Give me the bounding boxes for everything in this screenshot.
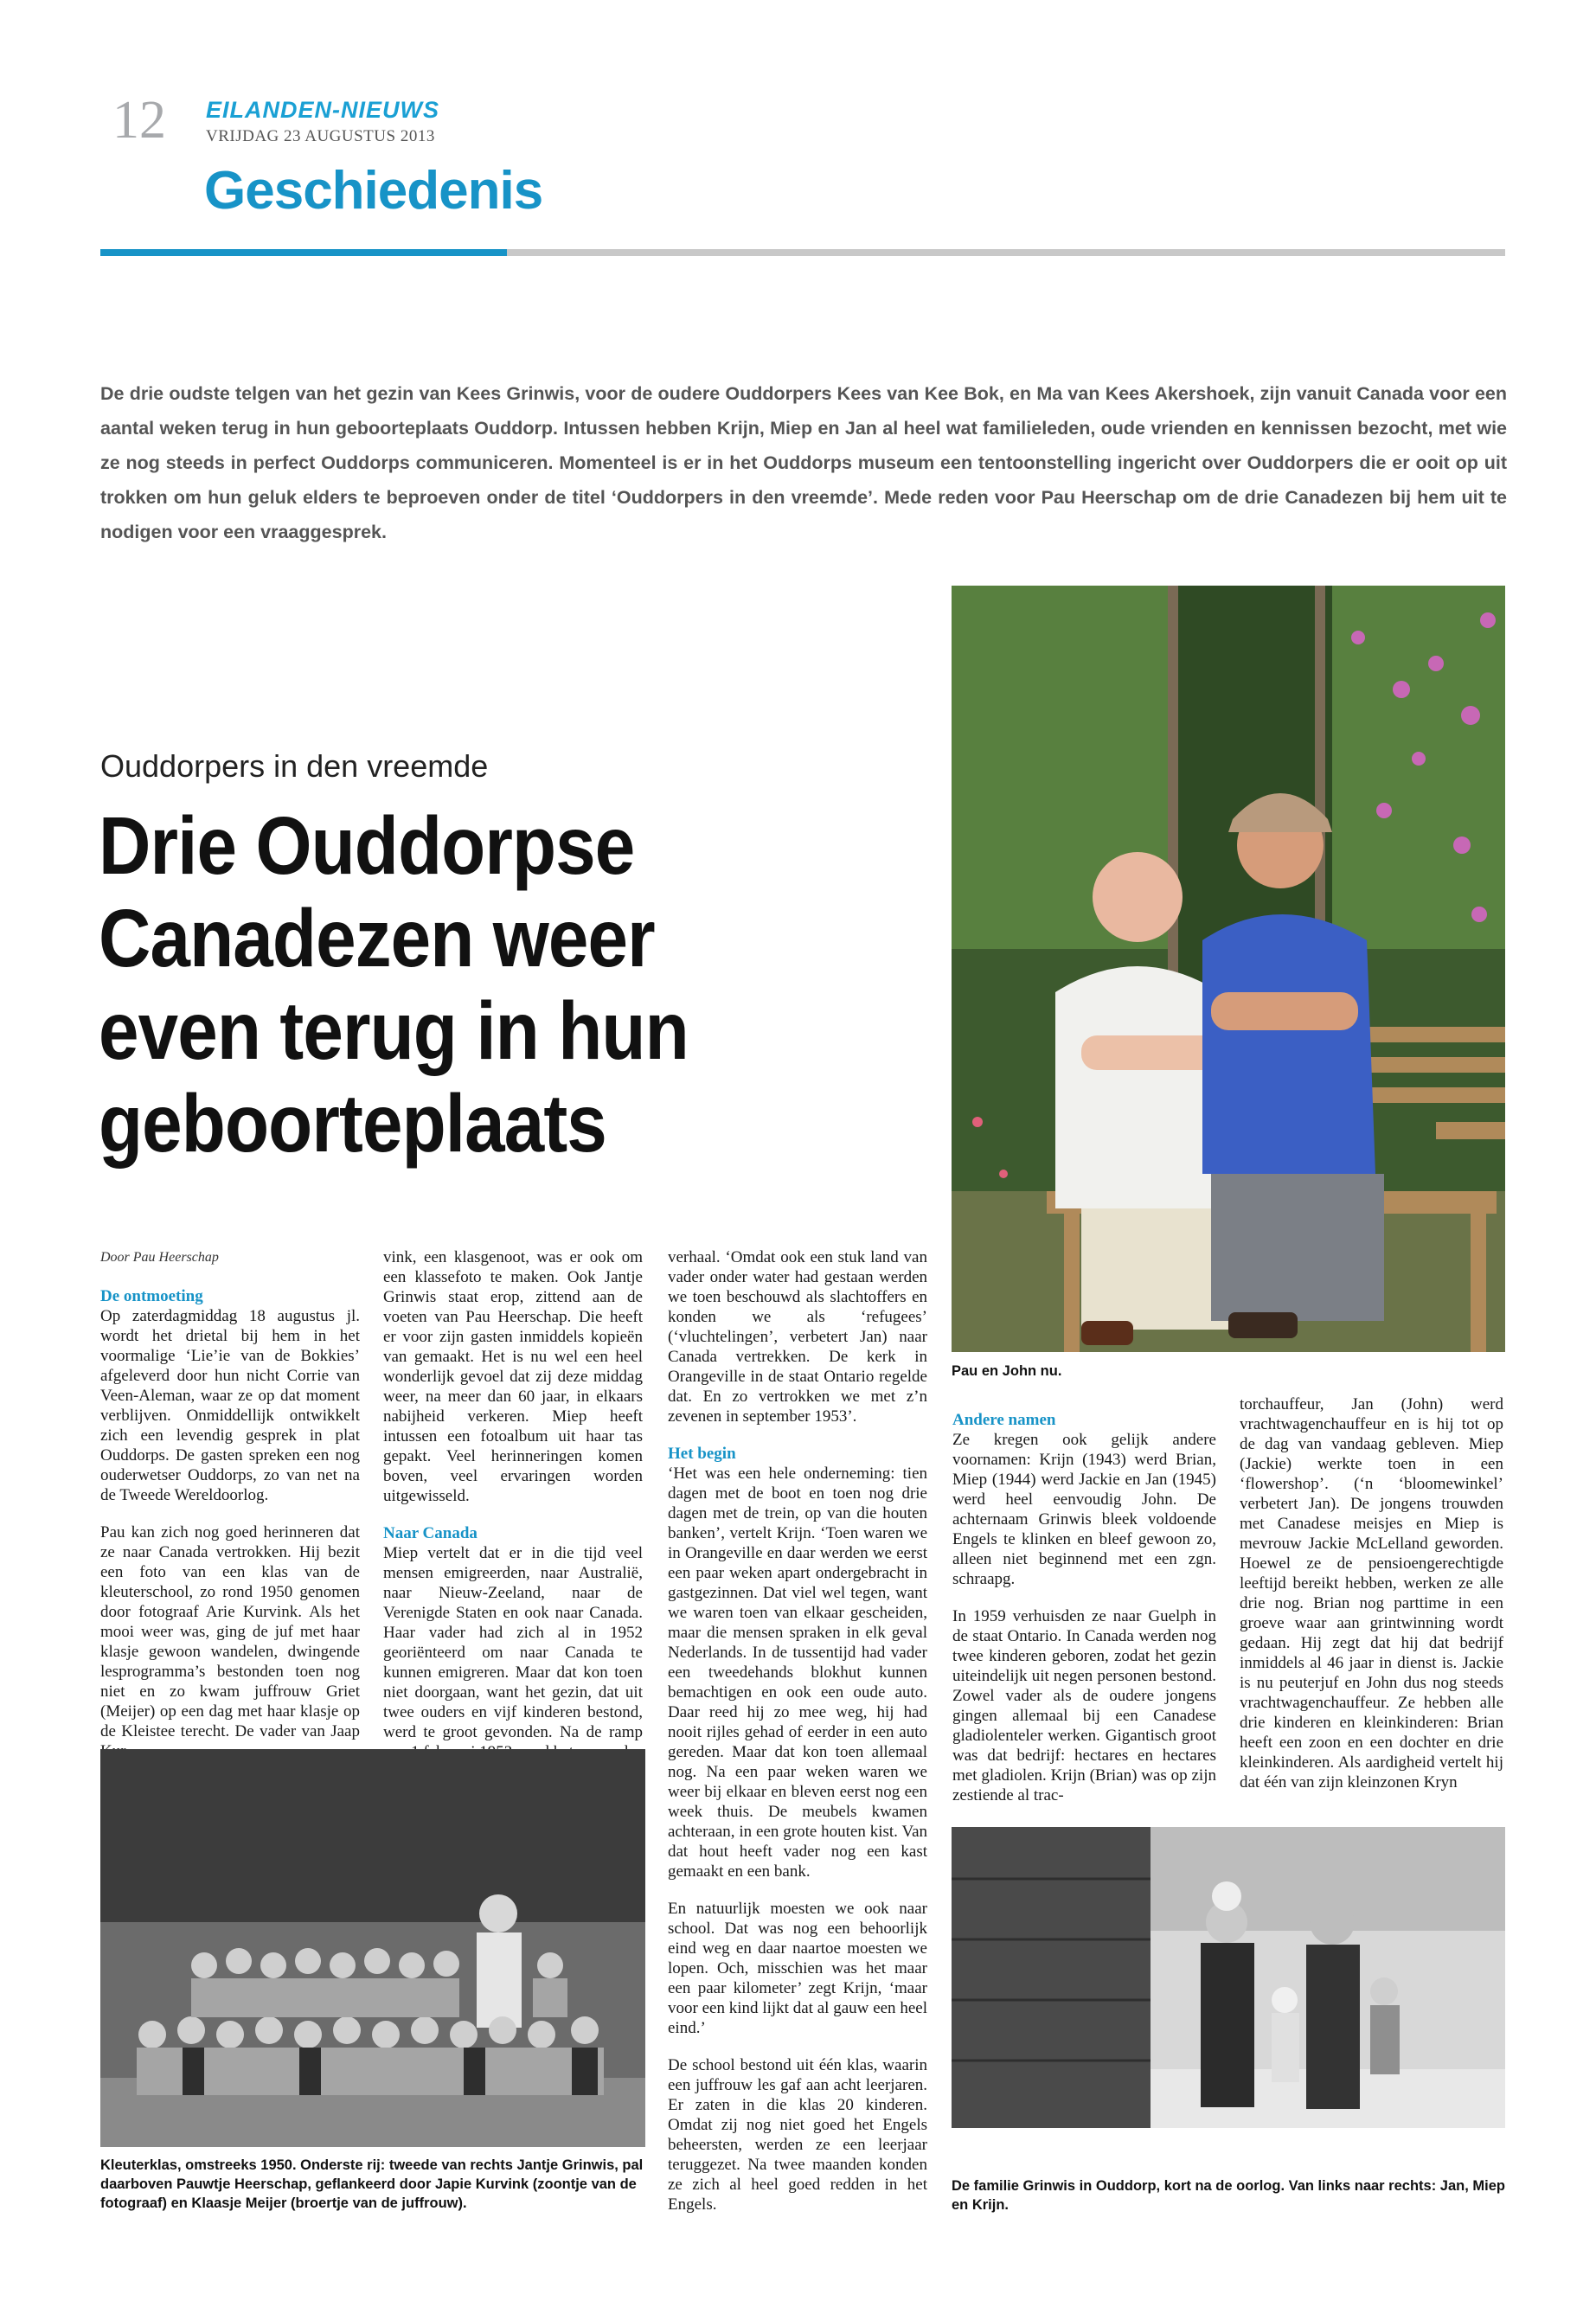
paragraph: Ze kregen ook gelijk andere voornamen: Krijn (1943) werd Brian, Miep (1944) werd Jackie en Jan (1945) werd heel eenvoudig John. De achternaam Grinwis bleek voldoende Engels te klinken en bleef gewoon zo, alleen niet beginnend met een zgn. schraapg. <box>952 1431 1216 1588</box>
article-column-1 <box>100 1247 360 1779</box>
subheading-andere-namen: Andere namen <box>952 1411 1056 1429</box>
paragraph: Pau kan zich nog goed herinneren dat ze naar Canada vertrokken. Hij bezit een foto van een klas van de kleuterschool, zo rond 1950 genomen door fotograaf Arie Kurvink. Als het mooi weer was, ging de juf met haar klasje gewoon wandelen, dwingende lesprogramma’s bestonden toen nog niet en zo kwam juffrouw Griet (Meijer) op een dag met haar klasje op de Kleistee terecht. De vader van Jaap <box>100 1523 360 1740</box>
article-column-5 <box>1240 1394 1503 1810</box>
page-number: 12 <box>112 91 166 150</box>
paragraph: Op zaterdagmiddag 18 augustus jl. wordt het drietal bij hem in het voormalige ‘Lie’ie van de Bokkies’ afgeleverd door hun nicht Corrie van Veen-Aleman, waar ze op dat moment verblijven. Onmiddellijk ontwikkelt zich een levendig gesprek in plat Ouddorps. De gasten spreken een nog ouderwetser Ouddorps, zo van net na de Tweede Wereldoorlog. <box>100 1307 360 1504</box>
paragraph: verhaal. ‘Omdat ook een stuk land van vader onder water had gestaan werden we toen beschouwd als slachtoffers en konden we als ‘refugees’ (‘vluchtelingen’, verbetert Jan) naar Canada vertrekken. De kerk in Orangeville in de staat Ontario regelde dat. En zo vertrokken we met z’n zevenen in september 1953’. <box>668 1248 927 1426</box>
issue-date: VRIJDAG 23 AUGUSTUS 2013 <box>206 127 435 145</box>
article-column-4 <box>952 1410 1216 1823</box>
intro-paragraph: De drie oudste telgen van het gezin van Kees Grinwis, voor de oudere Ouddorpers Kees van Kee Bok, en Ma van Kees Akershoek, zijn vanuit Canada voor een aantal weken terug in hun geboorteplaats Ouddorp. Intussen hebben Krijn, Miep en Jan al heel wat familieleden, oude vrienden en kennissen bezocht, met wie ze nog steeds in perfect Ouddorps communiceren. Momenteel is er in het Ouddorps museum een tentoonstelling ingericht over Ouddorpers die er ooit op uit trokken om hun geluk elders te beproeven onder de titel ‘Ouddorpers in den vreemde’. Mede reden voor Pau Heerschap om de drie Canadezen bij hem uit te nodigen voor een vraaggesprek. <box>100 383 1507 542</box>
paragraph: ‘Het was een hele onderneming: tien dagen met de boot en toen nog drie dagen met de trein, op van die houten banken’, vertelt Krijn. ‘Toen waren we in Orangeville en daar werden we eerst een paar weken apart ondergebracht in gastgezinnen. Dat viel wel tegen, want we waren toen van elkaar gescheiden, maar die mensen spraken in elk geval Nederlands. In de tussentijd had vader een tweedehands blokhut kunnen bemachtigen en ook een oude auto. Daar reed hij zo mee weg, hij had nooit rijles gehad of eerder in een auto gereden. Maar dat kon toen allemaal nog. Na een paar weken waren we weer bij elkaar en bleven eerst nog een week thuis. De meubels kwamen achteraan, in een grote houten kist. Van dat hout heeft vader nog een kast gemaakt en een bank. <box>668 1465 927 1881</box>
photo-familie-grinwis <box>952 1827 1505 2128</box>
paragraph: En natuurlijk moesten we ook naar school. Dat was nog een behoorlijk eind weg en daar naartoe moesten we lopen. Och, misschien was het maar een paar kilometer’ zegt Krijn, ‘maar voor een kind lijkt dat al gauw een heel eind.’ <box>668 1900 927 2037</box>
caption-photo-top: Pau en John nu. <box>952 1363 1062 1379</box>
subheading-de-ontmoeting: De ontmoeting <box>100 1287 203 1305</box>
article-column-3 <box>668 1247 927 2232</box>
subheading-naar-canada: Naar Canada <box>383 1524 478 1542</box>
class-photo-illustration <box>100 1749 645 2147</box>
paragraph: Miep vertelt dat er in die tijd veel mensen emigreerden, naar Australië, naar Nieuw-Zeeland, naar de Verenigde Staten en ook naar Canada. Haar vader had zich al in 1952 georiënteerd om naar Canada te kunnen emigreren. Maar dat kon toen niet doorgaan, want het gezin, dat uit twee ouders en vijf kinderen bestond, werd te groot gevonden. Na de ramp <box>383 1544 643 1741</box>
paragraph: vink, een klasgenoot, was er ook om een klassefoto te maken. Ook Jantje Grinwis staat erop, zittend aan de voeten van Pau Heerschap. Die heeft er voor zijn gasten inmiddels kopieën van gemaakt. Het is nu wel een heel wonderlijk gevoel dat zij deze middag weer, na meer dan 60 jaar, in elkaars nabijheid verkeren. Miep heeft intussen een fotoalbum uit haar tas gepakt. Veel herinneringen komen boven, veel ervaringen worden uitgewisseld. <box>383 1248 643 1505</box>
newspaper-logo: EILANDEN-NIEUWS <box>206 97 439 123</box>
section-title: Geschiedenis <box>204 161 543 221</box>
article-column-2 <box>383 1247 643 1779</box>
family-photo-illustration <box>952 1827 1505 2128</box>
caption-photo-family: De familie Grinwis in Ouddorp, kort na de oorlog. Van links naar rechts: Jan, Miep en Krijn. <box>952 2178 1505 2213</box>
header-rule-accent <box>100 249 507 256</box>
paragraph: In 1959 verhuisden ze naar Guelph in de staat Ontario. In Canada werden nog twee kinderen geboren, zodat het gezin uiteindelijk uit negen personen bestond. Zowel vader als de oudere jongens gingen allemaal bij een Canadese gladiolenteler werken. Gigantisch groot was dat bedrijf: hectares en hectares met gladiolen. Krijn (Brian) was op zijn zestiende al trac- <box>952 1607 1216 1804</box>
subheading-het-begin: Het begin <box>668 1445 736 1463</box>
caption-photo-class: Kleuterklas, omstreeks 1950. Onderste rij: tweede van rechts Jantje Grinwis, pal daarboven Pauwtje Heerschap, geflankeerd door Japie Kurvink (zoontje van de fotograaf) en Klaasje Meijer (broertje van de juffrouw). <box>100 2157 644 2211</box>
photo-kleuterklas <box>100 1749 645 2147</box>
byline: Door Pau Heerschap <box>100 1250 219 1265</box>
article-kicker: Ouddorpers in den vreemde <box>100 748 489 784</box>
garden-photo-illustration <box>952 586 1505 1352</box>
photo-pau-en-john <box>952 586 1505 1352</box>
article-headline: Drie Ouddorpse Canadezen weer even terug in hun geboorteplaats <box>99 800 689 1170</box>
paragraph: De school bestond uit één klas, waarin een juffrouw les gaf aan acht leerjaren. Er zaten in die klas 20 kinderen. Omdat zij nog niet goed het Engels beheersten, werden ze een leerjaar teruggezet. Na twee maanden konden ze zich al heel goed redden in het Engels. <box>668 2056 927 2214</box>
paragraph: torchauffeur, Jan (John) werd vrachtwagenchauffeur en is hij tot op de dag van vandaag gebleven. Miep (Jackie) werkte toen in een ‘flowershop’. (‘n ‘bloomewinkel’ verbetert Jan). De jongens trouwden met Canadese meisjes en Miep is mevrouw Jackie McLelland geworden. Hoewel ze de pensioengerechtigde leeftijd bereikt hebben, werken ze alle drie nog. Brian nog parttime in een groeve waar aan grintwinning wordt gedaan. Hij zegt dat hij dat bedrijf inmiddels al 46 jaar in dienst is. Jackie is nu peuterjuf en John dus nog steeds vrachtwagenchauffeur. Ze hebben alle drie kinderen en kleinkinderen: Brian heeft een zoon en een dochter en drie kleinkinderen. Als aardigheid vertelt hij dat één van zijn kleinzonen Kryn <box>1240 1395 1503 1791</box>
